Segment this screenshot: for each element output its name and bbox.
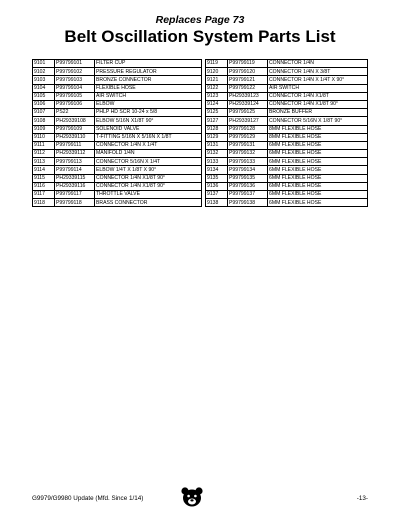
description-cell: ELBOW 1/4T X 1/8T X 90° [95,166,202,174]
parts-row-right [206,182,368,190]
ref-number-cell: 9104 [33,84,55,92]
part-number-cell: P99799102 [55,68,95,76]
description-cell: CONNECTOR 1/4N X1/8T [268,92,368,100]
parts-row-left [33,125,202,133]
parts-row-right [206,125,368,133]
ref-number-cell: 9134 [206,166,228,174]
part-number-cell: P99799104 [55,84,95,92]
description-cell: BRONZE CONNECTOR [95,76,202,84]
parts-row-right [206,117,368,125]
ref-number-cell: 9135 [206,174,228,182]
ref-number-cell: 9116 [33,182,55,190]
part-number-cell: P99799125 [228,109,268,117]
ref-number-cell: 9129 [206,133,228,141]
parts-row-left [33,158,202,166]
ref-number-cell: 9125 [206,109,228,117]
parts-row-right [206,174,368,182]
parts-row-right [206,76,368,84]
ref-number-cell: 9133 [206,158,228,166]
ref-number-cell: 9108 [33,117,55,125]
ref-number-cell: 9131 [206,141,228,149]
ref-number-cell: 9117 [33,191,55,199]
parts-table-right [205,59,368,207]
part-number-cell: P99799131 [228,141,268,149]
description-cell: 6MM FLEXIBLE HOSE [268,199,368,207]
ref-number-cell: 9128 [206,125,228,133]
part-number-cell: P99799119 [228,60,268,68]
ref-number-cell: 9110 [33,133,55,141]
ref-number-cell: 9111 [33,141,55,149]
ref-number-cell: 9113 [33,158,55,166]
description-cell: 6MM FLEXIBLE HOSE [268,182,368,190]
part-number-cell: P99799113 [55,158,95,166]
part-number-cell: P99799132 [228,150,268,158]
part-number-cell: P99799137 [228,191,268,199]
description-cell: SOLENOID VALVE [95,125,202,133]
ref-number-cell: 9105 [33,92,55,100]
parts-row-right [206,84,368,92]
part-number-cell: PH29339110 [55,133,95,141]
description-cell: AIR SWITCH [268,84,368,92]
parts-row-left [33,141,202,149]
parts-row-left [33,174,202,182]
parts-row-right [206,141,368,149]
parts-row-right [206,92,368,100]
description-cell: BRASS CONNECTOR [95,199,202,207]
part-number-cell: P99799106 [55,100,95,108]
parts-table-left [32,59,202,207]
ref-number-cell: 9120 [206,68,228,76]
part-number-cell: P99799138 [228,199,268,207]
description-cell: CONNECTOR 1/4N X1/8T 90° [268,100,368,108]
part-number-cell: P99799134 [228,166,268,174]
parts-row-right [206,191,368,199]
description-cell: CONNECTOR 1/4N X 1/4T X 90° [268,76,368,84]
parts-row-right [206,68,368,76]
parts-row-left [33,68,202,76]
ref-number-cell: 9132 [206,150,228,158]
parts-row-right [206,100,368,108]
page-header [0,14,400,47]
description-cell: 6MM FLEXIBLE HOSE [268,150,368,158]
ref-number-cell: 9121 [206,76,228,84]
parts-row-left [33,133,202,141]
part-number-cell: P99799105 [55,92,95,100]
part-number-cell: PH29339112 [55,150,95,158]
description-cell: CONNECTOR 1/4N X1/8T 90° [95,182,202,190]
part-number-cell: P99799133 [228,158,268,166]
ref-number-cell: 9138 [206,199,228,207]
description-cell: 6MM FLEXIBLE HOSE [268,141,368,149]
description-cell: PRESSURE REGULATOR [95,68,202,76]
part-number-cell: P99799109 [55,125,95,133]
part-number-cell: PH29339127 [228,117,268,125]
parts-row-left [33,109,202,117]
part-number-cell: P99799117 [55,191,95,199]
ref-number-cell: 9124 [206,100,228,108]
ref-number-cell: 9127 [206,117,228,125]
part-number-cell: P99799129 [228,133,268,141]
description-cell: CONNECTOR 5/16N X 1/4T [95,158,202,166]
parts-row-left [33,84,202,92]
description-cell: ELBOW 5/16N X1/8T 90° [95,117,202,125]
ref-number-cell: 9123 [206,92,228,100]
description-cell: PHLP HD SCR 10-24 x 5/8 [95,109,202,117]
description-cell: 8MM FLEXIBLE HOSE [268,133,368,141]
bear-head-logo-icon [180,486,204,508]
parts-row-left [33,150,202,158]
parts-row-right [206,109,368,117]
description-cell: 6MM FLEXIBLE HOSE [268,166,368,174]
ref-number-cell: 9101 [33,60,55,68]
part-number-cell: P99799135 [228,174,268,182]
description-cell: AIR SWITCH [95,92,202,100]
description-cell: ELBOW [95,100,202,108]
parts-row-left [33,166,202,174]
description-cell: THROTTLE VALVE [95,191,202,199]
description-cell: 6MM FLEXIBLE HOSE [268,191,368,199]
description-cell: MANIFOLD 1/4N [95,150,202,158]
description-cell: CONNECTOR 1/4N [268,60,368,68]
parts-row-left [33,60,202,68]
part-number-cell: P99799122 [228,84,268,92]
parts-row-left [33,76,202,84]
description-cell: CONNECTOR 1/4N X 3/8T [268,68,368,76]
ref-number-cell: 9137 [206,191,228,199]
ref-number-cell: 9106 [33,100,55,108]
footer-model-text: G9979/G9980 Update (Mfd. Since 1/14) [32,495,144,502]
ref-number-cell: 9118 [33,199,55,207]
parts-row-left [33,182,202,190]
page-number: -13- [356,495,368,502]
description-cell: FILTER CUP [95,60,202,68]
ref-number-cell: 9122 [206,84,228,92]
parts-row-right [206,158,368,166]
ref-number-cell: 9115 [33,174,55,182]
part-number-cell: P99799136 [228,182,268,190]
parts-row-right [206,133,368,141]
part-number-cell: PH29339124 [228,100,268,108]
parts-row-left [33,117,202,125]
parts-row-right [206,150,368,158]
ref-number-cell: 9119 [206,60,228,68]
description-cell: CONNECTOR 1/4N X1/8T 90° [95,174,202,182]
part-number-cell: PH29339116 [55,182,95,190]
part-number-cell: P99799114 [55,166,95,174]
description-cell: 8MM FLEXIBLE HOSE [268,125,368,133]
part-number-cell: PH29339108 [55,117,95,125]
ref-number-cell: 9114 [33,166,55,174]
description-cell: BRONZE BUFFER [268,109,368,117]
description-cell: T-FITTING 5/16N X 5/16N X 1/8T [95,133,202,141]
parts-row-left [33,92,202,100]
parts-row-left [33,100,202,108]
page-title: Belt Oscillation System Parts List [64,27,336,46]
ref-number-cell: 9112 [33,150,55,158]
part-number-cell: P99799111 [55,141,95,149]
ref-number-cell: 9109 [33,125,55,133]
part-number-cell: P99799118 [55,199,95,207]
part-number-cell: P99799103 [55,76,95,84]
parts-row-left [33,191,202,199]
part-number-cell: PH29339123 [228,92,268,100]
ref-number-cell: 9102 [33,68,55,76]
parts-row-left [33,199,202,207]
ref-number-cell: 9103 [33,76,55,84]
parts-row-right [206,199,368,207]
description-cell: 6MM FLEXIBLE HOSE [268,174,368,182]
part-number-cell: P99799121 [228,76,268,84]
parts-row-right [206,166,368,174]
part-number-cell: PS22 [55,109,95,117]
parts-row-right [206,60,368,68]
page-subtitle: Replaces Page 73 [155,14,245,26]
part-number-cell: P99799101 [55,60,95,68]
part-number-cell: PH29339115 [55,174,95,182]
part-number-cell: P99799128 [228,125,268,133]
ref-number-cell: 9107 [33,109,55,117]
description-cell: CONNECTOR 5/16N X 1/8T 90° [268,117,368,125]
description-cell: CONNECTOR 1/4N X 1/4T [95,141,202,149]
description-cell: 6MM FLEXIBLE HOSE [268,158,368,166]
ref-number-cell: 9136 [206,182,228,190]
description-cell: FLEXIBLE HOSE [95,84,202,92]
part-number-cell: P99799120 [228,68,268,76]
